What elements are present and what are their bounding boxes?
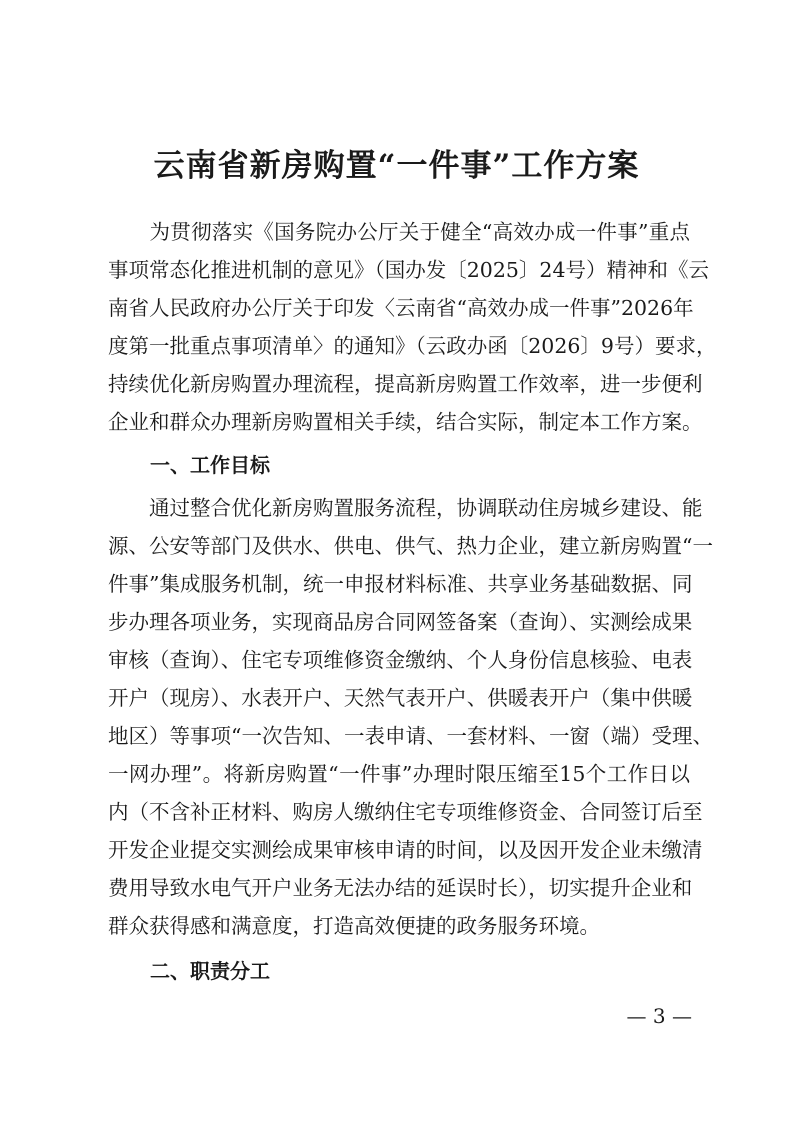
page-number: — 3 — <box>626 1004 692 1028</box>
intro-line: 南省人民政府办公厅关于印发〈云南省“高效办成一件事”2026年 <box>108 296 694 320</box>
body-line: 开户（现房）、水表开户、天然气表开户、供暖表开户（集中供暖 <box>108 686 693 710</box>
document-title: 云南省新房购置“一件事”工作方案 <box>153 148 640 184</box>
body-line: 内（不含补正材料、购房人缴纳住宅专项维修资金、合同签订后至 <box>108 800 703 824</box>
intro-line: 度第一批重点事项清单〉的通知》（云政办函〔2026〕9号）要求， <box>108 334 717 358</box>
body-line: 源、公安等部门及供水、供电、供气、热力企业，建立新房购置“一 <box>108 534 713 558</box>
body-line: 地区）等事项“一次告知、一表申请、一套材料、一窗（端）受理、 <box>108 724 713 748</box>
body-line: 群众获得感和满意度，打造高效便捷的政务服务环境。 <box>108 914 600 938</box>
intro-line: 持续优化新房购置办理流程，提高新房购置工作效率，进一步便利 <box>108 372 703 396</box>
body-line: 一网办理”。将新房购置“一件事”办理时限压缩至15个工作日以 <box>108 762 690 786</box>
section-heading: 一、工作目标 <box>150 453 270 477</box>
intro-line: 事项常态化推进机制的意见》（国办发〔2025〕24号）精神和《云 <box>108 258 710 282</box>
body-line: 件事”集成服务机制，统一申报材料标准、共享业务基础数据、同 <box>108 572 693 596</box>
body-line: 审核（查询）、住宅专项维修资金缴纳、个人身份信息核验、电表 <box>108 648 693 672</box>
body-line: 步办理各项业务，实现商品房合同网签备案（查询）、实测绘成果 <box>108 610 693 634</box>
intro-line: 为贯彻落实《国务院办公厅关于健全“高效办成一件事”重点 <box>108 220 690 244</box>
body-line: 费用导致水电气开户业务无法办结的延误时长），切实提升企业和 <box>108 876 693 900</box>
section-heading: 二、职责分工 <box>150 959 270 983</box>
body-line: 开发企业提交实测绘成果审核申请的时间，以及因开发企业未缴清 <box>108 838 703 862</box>
intro-line: 企业和群众办理新房购置相关手续，结合实际，制定本工作方案。 <box>108 410 703 434</box>
body-line: 通过整合优化新房购置服务流程，协调联动住房城乡建设、能 <box>108 496 703 520</box>
